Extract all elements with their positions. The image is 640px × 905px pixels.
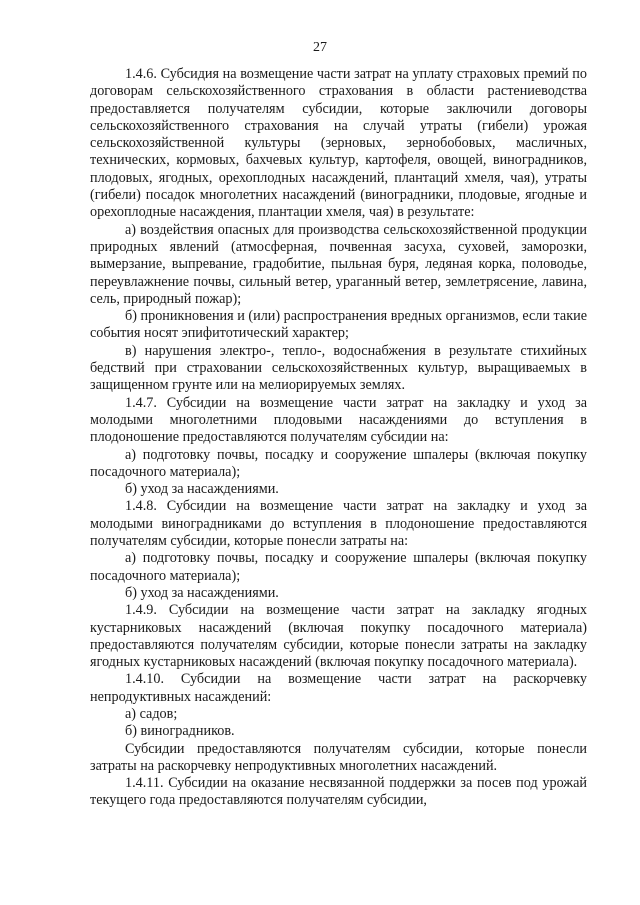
item-a-soil-preparation: а) подготовку почвы, посадку и сооружение шпалеры (включая покупку посадочного материала); <box>90 550 587 584</box>
item-b-vineyards: б) виноградников. <box>125 723 235 740</box>
document-body <box>90 66 587 810</box>
item-a-natural-hazards: а) воздействия опасных для производства сельскохозяйственной продукции природных явлений (атмосферная, почвенная засуха, суховей, заморозки, вымерзание, выпревание, градобитие, пыльная буря, ледяная корка, половодье, переувлажнение почвы, сильный ветер, ураганный ветер, землетрясение, лавина, сель, природный пожар); <box>90 221 587 307</box>
item-b-plant-care: б) уход за насаждениями. <box>125 481 279 498</box>
item-v-supply-disruption: в) нарушения электро-, тепло-, водоснабжения в результате стихийных бедствий при страховании сельскохозяйственных культур, выращиваемых в защищенном грунте или на мелиорируемых землях. <box>90 342 587 394</box>
item-b-plant-care: б) уход за насаждениями. <box>125 584 279 601</box>
paragraph-1-4-9: 1.4.9. Субсидии на возмещение части затрат на закладку ягодных кустарниковых насаждений (включая покупку посадочного материала) предоставляются получателям субсидии, которые понесли затраты на закладку ягодных кустарниковых насаждений (включая покупку посадочного материала). <box>90 602 587 671</box>
page-number: 27 <box>313 40 327 55</box>
paragraph-1-4-10: 1.4.10. Субсидии на возмещение части затрат на раскорчевку непродуктивных насаждений: <box>90 671 587 705</box>
paragraph-1-4-6: 1.4.6. Субсидия на возмещение части затрат на уплату страховых премий по договорам сельскохозяйственного страхования в области растениеводства предоставляется получателям субсидии, которые заключили договоры сельскохозяйственного страхования на случай утраты (гибели) урожая сельскохозяйственной культуры (зерновых, зернобобовых, масличных, технических, кормовых, бахчевых культур, картофеля, овощей, виноградников, плодовых, ягодных, орехоплодных насаждений, плантаций хмеля, чая), утраты (гибели) посадок многолетних насаждений (виноградники, плодовые, ягодные и орехоплодные насаждения, плантации хмеля, чая) в результате: <box>90 66 587 221</box>
paragraph-uprooting-costs: Субсидии предоставляются получателям субсидии, которые понесли затраты на раскорчевку непродуктивных многолетних насаждений. <box>90 740 587 774</box>
item-a-soil-preparation: а) подготовку почвы, посадку и сооружение шпалеры (включая покупку посадочного материала); <box>90 446 587 480</box>
item-a-orchards: а) садов; <box>125 705 178 722</box>
paragraph-1-4-7: 1.4.7. Субсидии на возмещение части затрат на закладку и уход за молодыми многолетними плодовыми насаждениями до вступления в плодоношение предоставляются получателям субсидии на: <box>90 394 587 446</box>
item-b-pests: б) проникновения и (или) распространения вредных организмов, если такие события носят эпифитотический характер; <box>90 308 587 342</box>
paragraph-1-4-8: 1.4.8. Субсидии на возмещение части затрат на закладку и уход за молодыми виноградниками до вступления в плодоношение предоставляются получателям субсидии, которые понесли затраты на: <box>90 498 587 550</box>
paragraph-1-4-11: 1.4.11. Субсидии на оказание несвязанной поддержки за посев под урожай текущего года предоставляются получателям субсидии, <box>90 775 587 809</box>
